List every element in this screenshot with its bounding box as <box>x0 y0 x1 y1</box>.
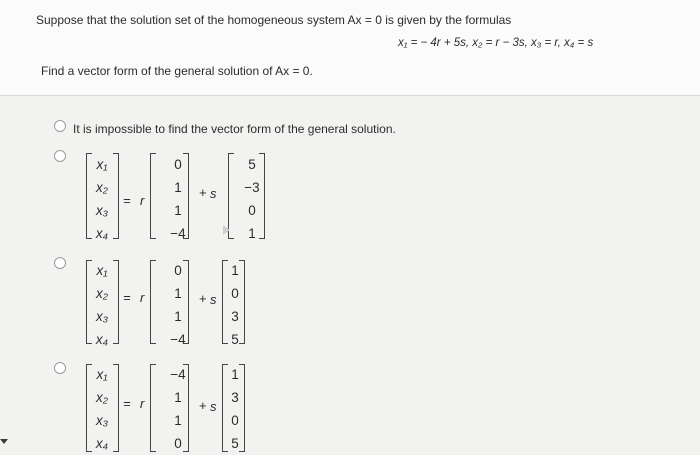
option-b-variable-vector: x₁ x₂ x₃ x₄ <box>95 157 109 241</box>
option-a-label[interactable]: It is impossible to find the vector form of the general solution. <box>73 122 396 136</box>
option-b-param-r: r <box>140 193 145 208</box>
option-d-vector2: 1 3 0 5 <box>231 367 239 451</box>
option-d-variable-vector: x₁ x₂ x₃ x₄ <box>95 367 109 451</box>
option-d-v2-right-bracket <box>239 364 245 452</box>
option-d-plus: + <box>199 398 207 413</box>
question-intro: Suppose that the solution set of the homogeneous system Ax = 0 is given by the formulas <box>36 13 512 27</box>
solution-formulas: x₁ = − 4r + 5s, x₂ = r − 3s, x₃ = r, x₄ = s <box>398 37 594 49</box>
option-b-param-s: s <box>210 186 217 201</box>
option-d-param-s: s <box>210 399 217 414</box>
option-c-plus: + <box>199 291 207 306</box>
option-d-vector1: −4 1 1 0 <box>170 367 186 451</box>
option-d-equals: = <box>123 396 131 411</box>
option-d-param-r: r <box>140 396 145 411</box>
option-d-v1-right-bracket <box>183 364 189 452</box>
option-b-plus: + <box>199 185 207 200</box>
option-c-param-s: s <box>210 292 217 307</box>
option-b-vector2: 5 −3 0 1 <box>244 157 260 241</box>
option-d-v1-left-bracket <box>150 364 156 452</box>
option-c-param-r: r <box>140 290 145 305</box>
mouse-cursor-icon <box>223 225 230 235</box>
question-task: Find a vector form of the general solution of Ax = 0. <box>41 64 313 78</box>
scroll-down-arrow-icon[interactable] <box>0 439 8 444</box>
option-b-equals: = <box>123 193 131 208</box>
option-c-equals: = <box>123 290 131 305</box>
option-c-variable-vector: x₁ x₂ x₃ x₄ <box>95 263 109 347</box>
option-c-vector1: 0 1 1 −4 <box>170 263 186 347</box>
option-b-vector1: 0 1 1 −4 <box>170 157 186 241</box>
option-d-x-right-bracket <box>113 364 119 452</box>
option-c-vector2: 1 0 3 5 <box>231 263 239 347</box>
